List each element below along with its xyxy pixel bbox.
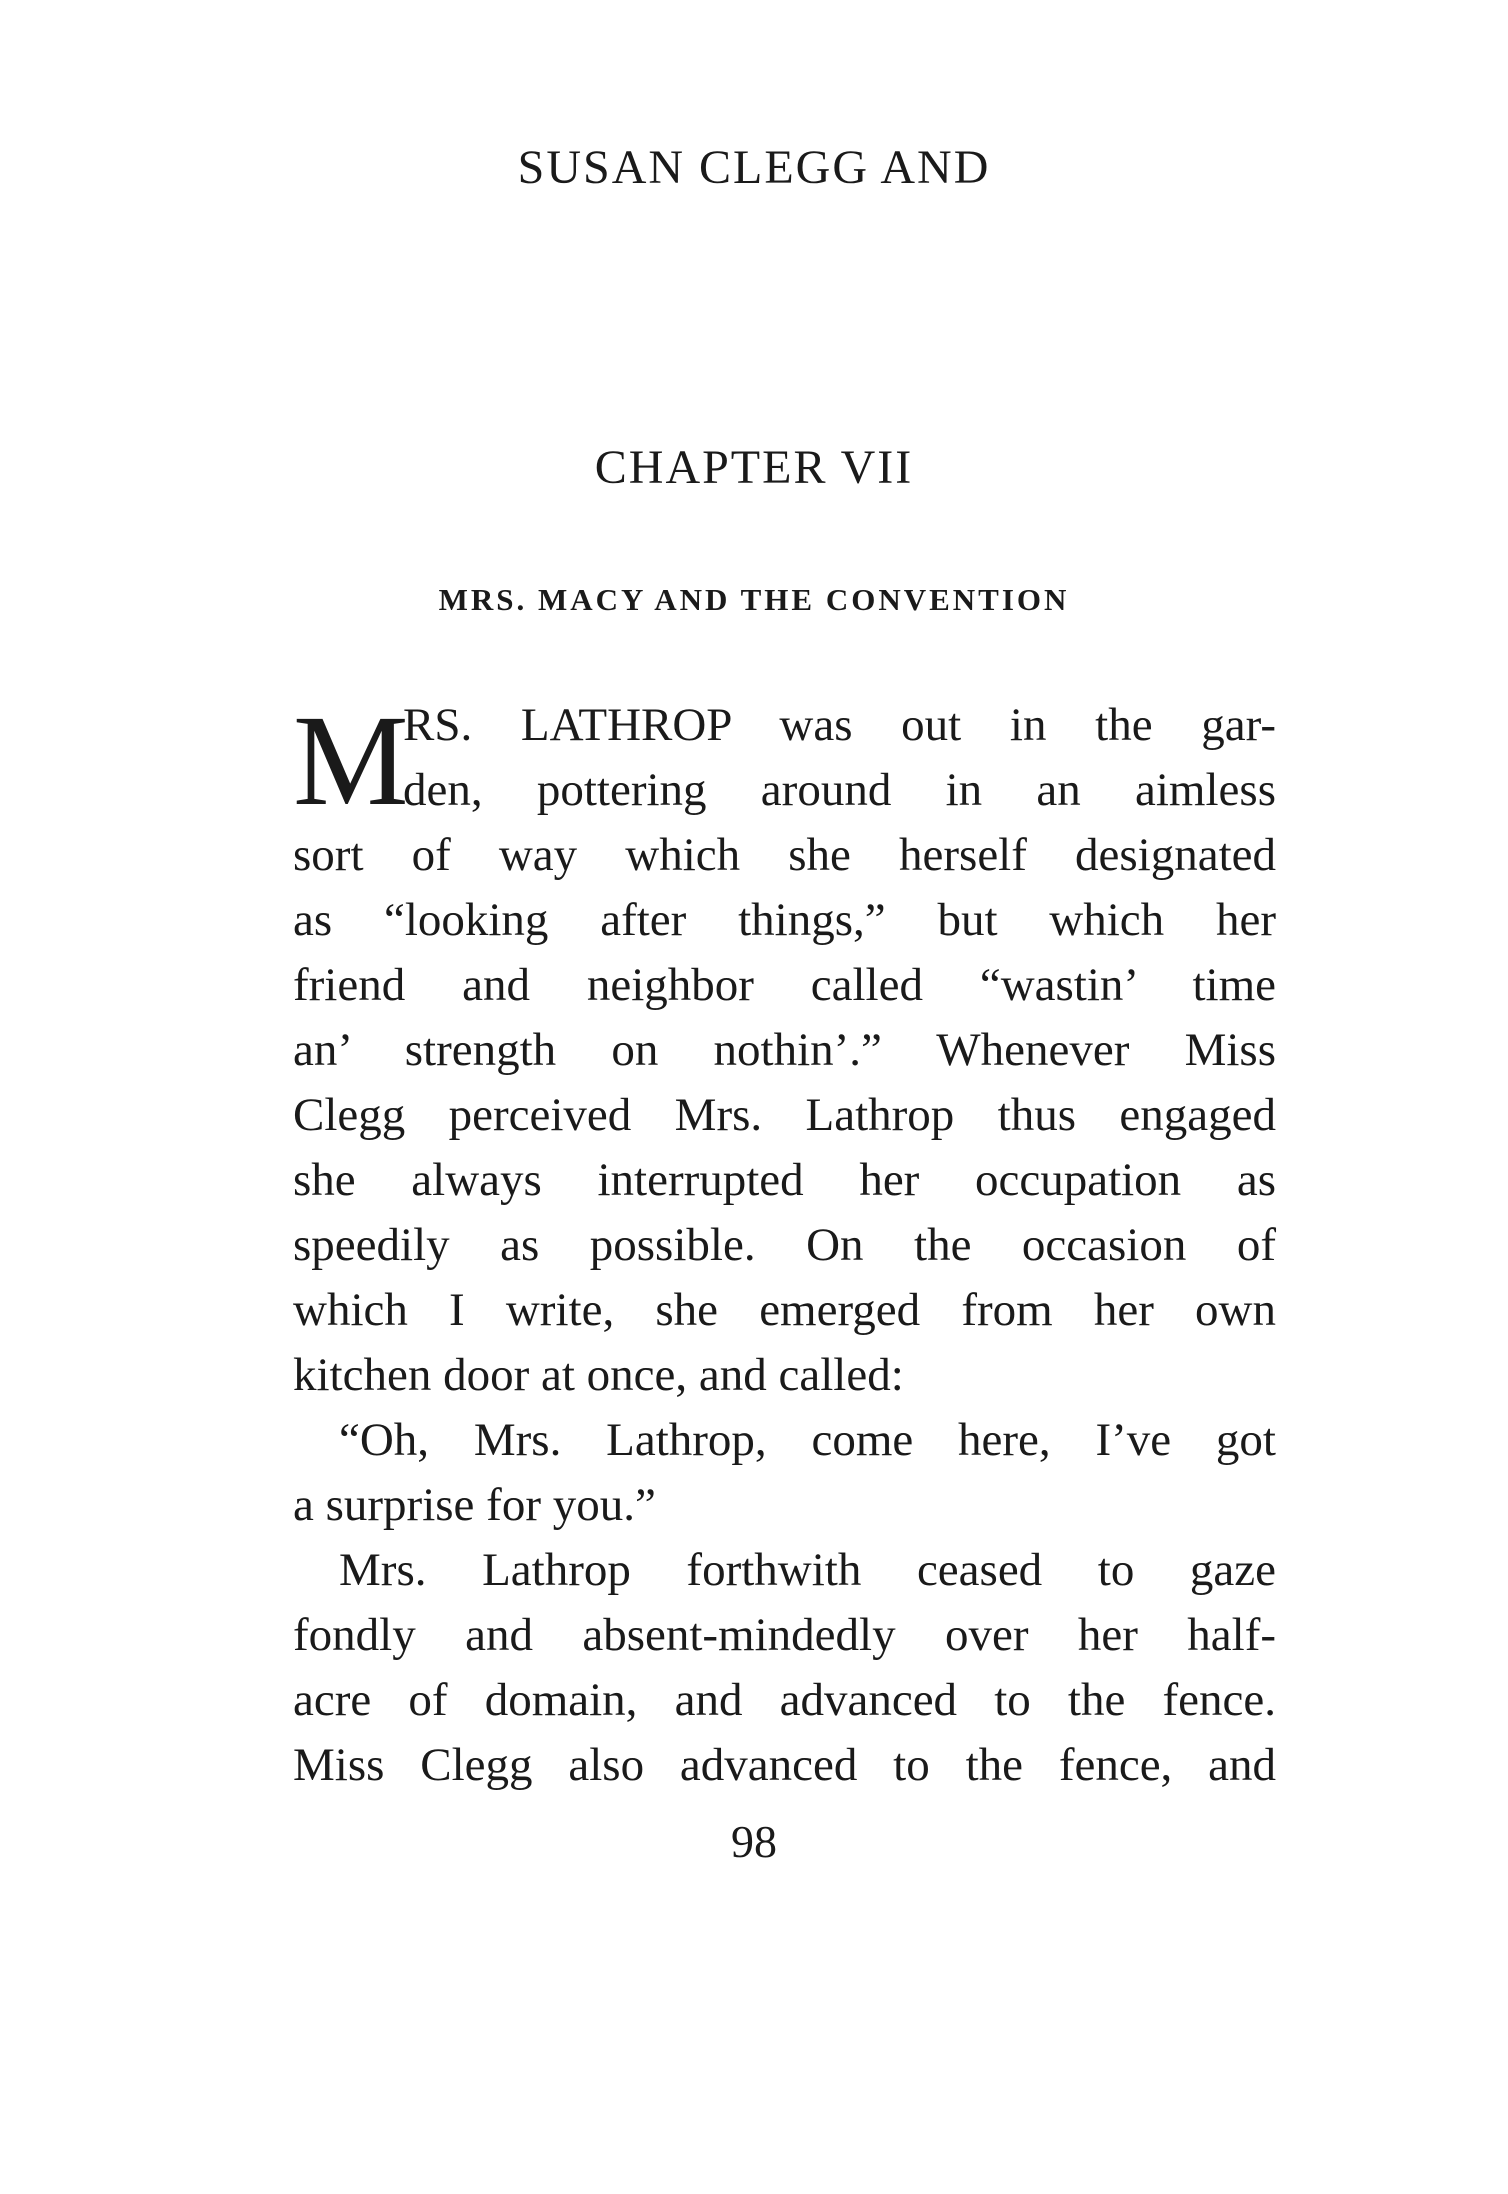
drop-cap: M	[293, 689, 409, 833]
chapter-title: CHAPTER VII	[594, 441, 914, 494]
text-line: as “looking after things,” but which her	[293, 894, 1276, 946]
text-line: Clegg perceived Mrs. Lathrop thus engaged	[293, 1089, 1276, 1141]
text-line: which I write, she emerged from her own	[293, 1284, 1276, 1336]
running-head: SUSAN CLEGG AND	[517, 141, 991, 194]
text-line: RS. LATHROP was out in the gar-	[403, 699, 1276, 751]
text-line: an’ strength on nothin’.” Whenever Miss	[293, 1024, 1276, 1076]
text-line: Mrs. Lathrop forthwith ceased to gaze	[339, 1544, 1276, 1596]
body-text	[293, 689, 1276, 1798]
text-line: sort of way which she herself designated	[293, 829, 1276, 881]
text-line: she always interrupted her occupation as	[293, 1154, 1276, 1206]
text-line: a surprise for you.”	[293, 1479, 656, 1531]
text-line: Miss Clegg also advanced to the fence, and	[293, 1739, 1276, 1791]
text-line: fondly and absent-mindedly over her half-	[293, 1609, 1276, 1661]
page-number: 98	[731, 1816, 777, 1867]
chapter-subtitle: MRS. MACY AND THE CONVENTION	[438, 582, 1070, 617]
text-line: kitchen door at once, and called:	[293, 1349, 904, 1401]
text-line: “Oh, Mrs. Lathrop, come here, I’ve got	[339, 1414, 1276, 1466]
text-line: den, pottering around in an aimless	[403, 764, 1276, 816]
text-line: friend and neighbor called “wastin’ time	[293, 959, 1276, 1011]
text-line: speedily as possible. On the occasion of	[293, 1219, 1276, 1271]
text-line: acre of domain, and advanced to the fence.	[293, 1674, 1276, 1726]
